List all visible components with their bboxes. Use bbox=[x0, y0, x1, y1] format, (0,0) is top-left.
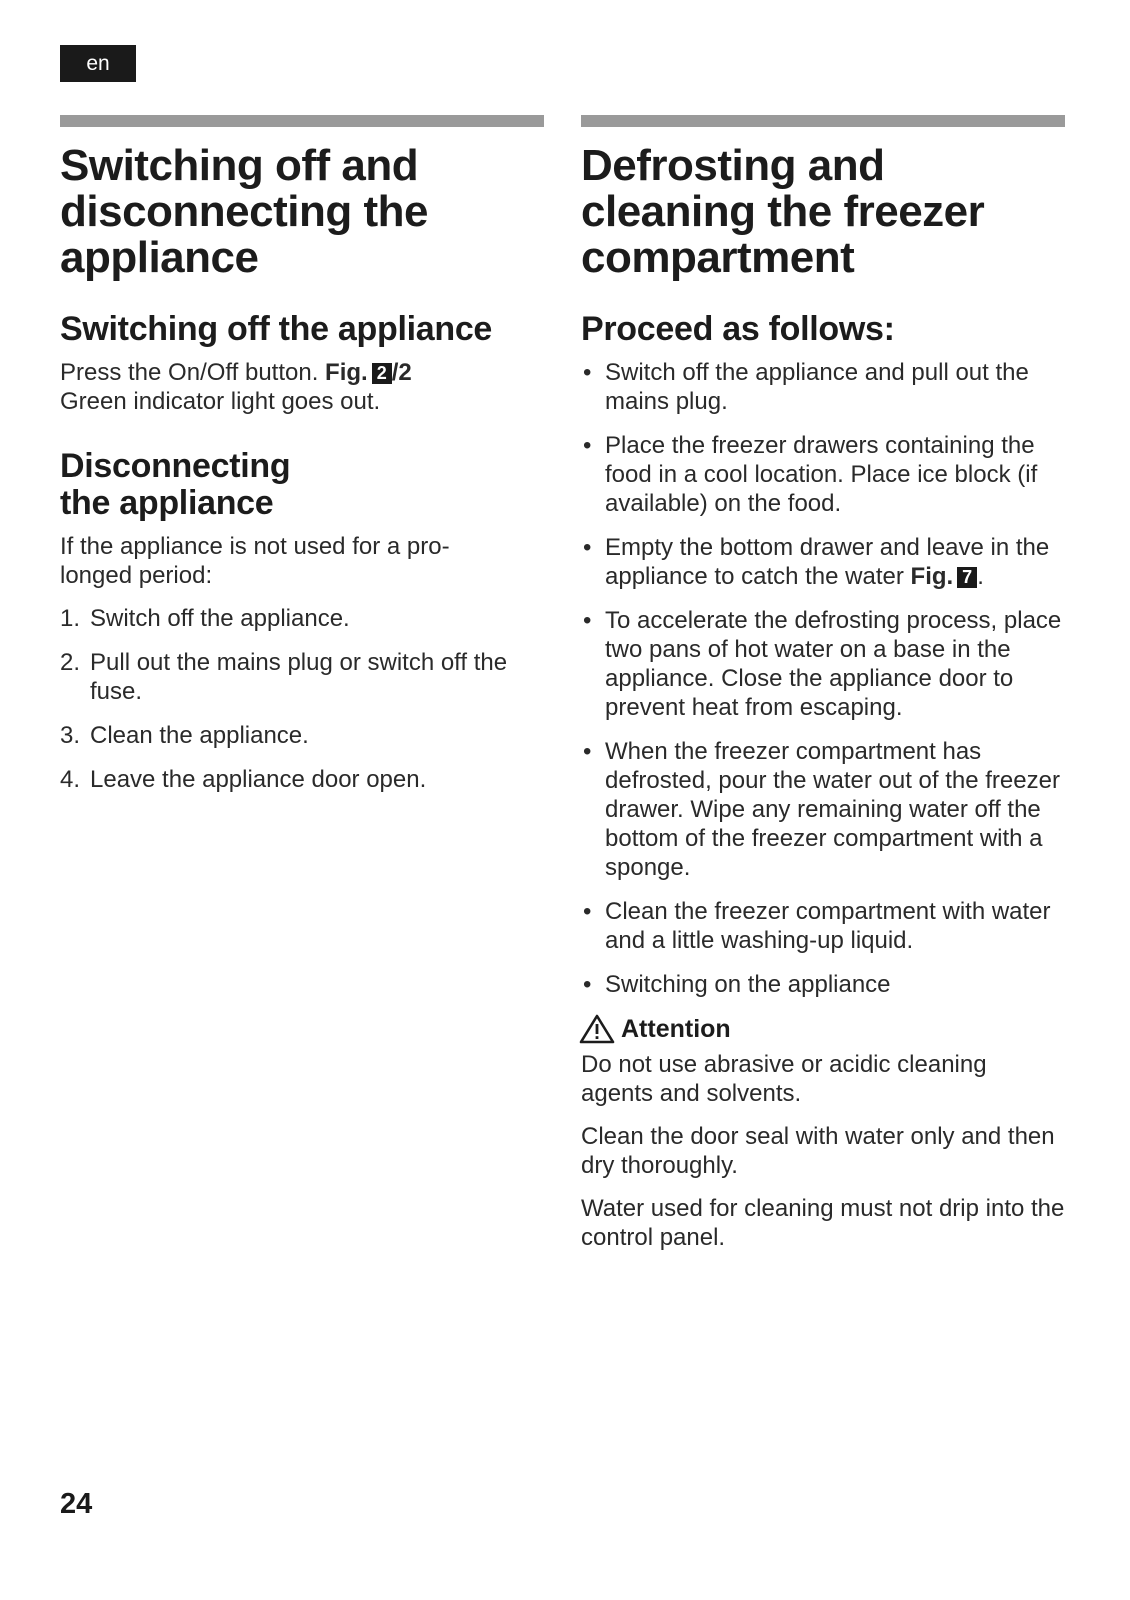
list-item bbox=[581, 970, 1065, 999]
bullet-text: Place the freezer drawers containing the food in a cool location. Place ice block (if available) on the food. bbox=[605, 432, 1038, 517]
list-item bbox=[581, 533, 1065, 591]
intro-line: If the appliance is not used for a pro- bbox=[60, 533, 450, 560]
list-item bbox=[60, 648, 544, 706]
fig-number-box: 2 bbox=[372, 363, 392, 384]
attention-block bbox=[581, 1014, 1065, 1252]
bullet-text: Empty the bottom drawer and leave in the appliance to catch the water bbox=[605, 534, 1050, 590]
bullet-text: When the freezer compartment has defrosted, pour the water out of the freezer drawer. Wipe any remaining water off the bottom of the freezer compartment with a sponge. bbox=[605, 738, 1060, 881]
subheading-disconnect bbox=[60, 448, 544, 522]
section-rule bbox=[581, 115, 1065, 127]
fig-number-box: 7 bbox=[957, 567, 977, 588]
bullet-dot: • bbox=[583, 534, 592, 561]
proceed-bullets bbox=[581, 358, 1065, 999]
list-item bbox=[60, 721, 544, 750]
bullet-dot: • bbox=[583, 432, 592, 459]
bullet-text-with-fig bbox=[605, 533, 1065, 591]
section-title-switching-off bbox=[60, 143, 544, 281]
bullet-text: Clean the freezer compartment with water and a little washing-up liquid. bbox=[605, 898, 1051, 954]
list-item bbox=[60, 604, 544, 633]
title-line: Defrosting and bbox=[581, 141, 885, 190]
attention-paragraph: Clean the door seal with water only and then dry thoroughly. bbox=[581, 1123, 1055, 1179]
title-line: Switching off and bbox=[60, 141, 419, 190]
step-text: Clean the appliance. bbox=[90, 722, 309, 749]
disconnect-intro bbox=[60, 532, 544, 590]
subheading-proceed: Proceed as follows: bbox=[581, 310, 895, 348]
page-number: 24 bbox=[60, 1488, 93, 1520]
step-number: 4. bbox=[60, 766, 81, 793]
attention-paragraph: Do not use abrasive or acidic cleaning agents and solvents. bbox=[581, 1051, 987, 1107]
subheading-line: the appliance bbox=[60, 484, 274, 522]
list-item bbox=[60, 765, 544, 794]
title-line: compartment bbox=[581, 233, 855, 282]
left-column bbox=[60, 115, 544, 809]
bullet-dot: • bbox=[583, 971, 592, 998]
warning-triangle-icon bbox=[579, 1014, 615, 1044]
bullet-text: Switching on the appliance bbox=[605, 971, 891, 998]
disconnect-section bbox=[60, 448, 544, 794]
section-rule bbox=[60, 115, 544, 127]
step-text: Switch off the appliance. bbox=[90, 605, 350, 632]
intro-line: longed period: bbox=[60, 562, 213, 589]
indicator-text: Green indicator light goes out. bbox=[60, 388, 381, 415]
bullet-text: Switch off the appliance and pull out the mains plug. bbox=[605, 359, 1029, 415]
list-item bbox=[581, 606, 1065, 722]
bullet-dot: • bbox=[583, 738, 592, 765]
bullet-dot: • bbox=[583, 607, 592, 634]
step-text: Leave the appliance door open. bbox=[90, 766, 427, 793]
language-tag: en bbox=[60, 45, 136, 82]
title-line: disconnecting the bbox=[60, 187, 428, 236]
bullet-text: To accelerate the defrosting process, place two pans of hot water on a base in the appliance. Close the appliance door to prevent heat from escaping. bbox=[605, 607, 1062, 721]
fig-label: Fig. bbox=[325, 359, 368, 386]
switch-off-section bbox=[60, 311, 544, 416]
fig-suffix: /2 bbox=[391, 359, 412, 386]
subheading-switch-off: Switching off the appliance bbox=[60, 310, 493, 348]
title-line: cleaning the freezer bbox=[581, 187, 985, 236]
switch-off-instruction bbox=[60, 358, 544, 416]
list-item bbox=[581, 358, 1065, 416]
fig-label: Fig. bbox=[910, 563, 954, 590]
list-item bbox=[581, 737, 1065, 882]
attention-paragraph: Water used for cleaning must not drip into the control panel. bbox=[581, 1195, 1065, 1251]
step-number: 2. bbox=[60, 649, 81, 676]
proceed-section bbox=[581, 311, 1065, 999]
right-column bbox=[581, 115, 1065, 1266]
bullet-dot: • bbox=[583, 898, 592, 925]
step-text: Pull out the mains plug or switch off the fuse. bbox=[90, 649, 508, 705]
subheading-line: Disconnecting bbox=[60, 447, 291, 485]
bullet-dot: • bbox=[583, 359, 592, 386]
switch-off-text: Press the On/Off button. bbox=[60, 359, 319, 386]
fig-suffix: . bbox=[977, 563, 984, 590]
list-item bbox=[581, 431, 1065, 518]
step-number: 3. bbox=[60, 722, 81, 749]
attention-heading bbox=[581, 1014, 1065, 1044]
disconnect-steps bbox=[60, 604, 544, 794]
list-item bbox=[581, 897, 1065, 955]
section-title-defrosting bbox=[581, 143, 1065, 281]
title-line: appliance bbox=[60, 233, 259, 282]
attention-label: Attention bbox=[621, 1014, 731, 1043]
step-number: 1. bbox=[60, 605, 81, 632]
